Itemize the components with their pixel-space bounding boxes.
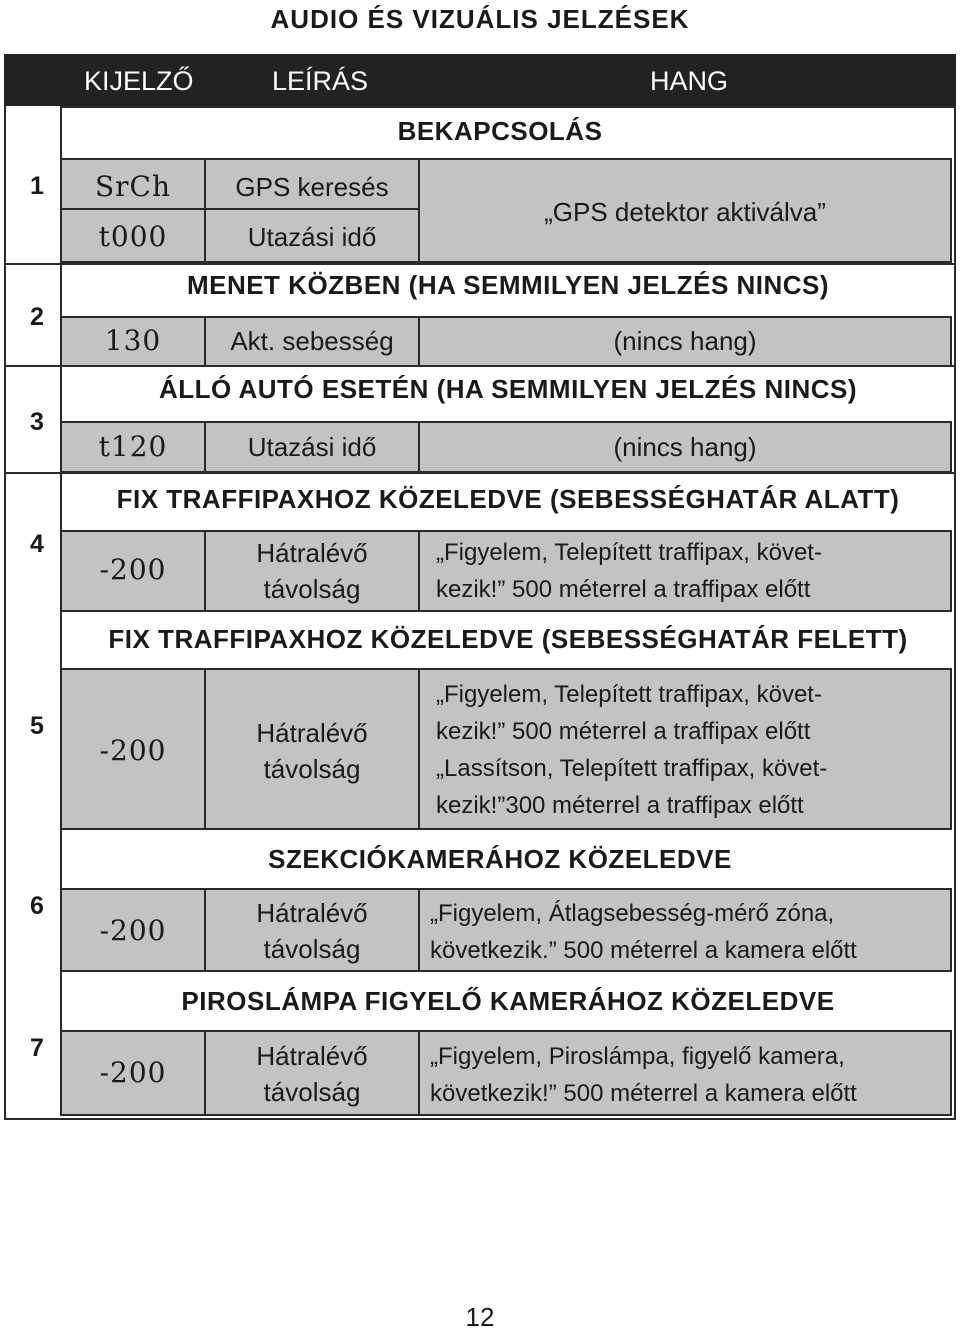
section-title: BEKAPCSOLÁS — [397, 116, 603, 146]
description: távolság — [263, 574, 361, 604]
col-divider — [418, 530, 420, 612]
description: Hátralévő — [256, 1041, 368, 1071]
display-value: -200 — [99, 553, 167, 586]
display-value: -200 — [99, 1056, 167, 1089]
description: Hátralévő — [256, 718, 368, 748]
section-title: FIX TRAFFIPAXHOZ KÖZELEDVE (SEBESSÉGHATÁR FELETT) — [108, 624, 908, 654]
sound-text: „Figyelem, Telepített traffipax, követ- — [436, 539, 822, 566]
description: Utazási idő — [247, 432, 377, 462]
description: Utazási idő — [247, 222, 377, 252]
header-description: LEÍRÁS — [272, 66, 369, 96]
sound-text: „Figyelem, Telepített traffipax, követ- — [436, 681, 822, 708]
section-title: SZEKCIÓKAMERÁHOZ KÖZELEDVE — [268, 844, 732, 874]
col-divider — [418, 668, 420, 830]
sound-text: (nincs hang) — [613, 326, 757, 356]
row-divider — [4, 263, 956, 265]
sound-text: kezik!” 500 méterrel a traffipax előtt — [436, 718, 811, 745]
display-value: SrCh — [94, 170, 172, 203]
display-value: t000 — [98, 220, 168, 253]
table-header — [4, 54, 956, 106]
sound-text: következik.” 500 méterrel a kamera előtt — [430, 937, 857, 964]
header-display: KIJELZŐ — [84, 66, 194, 96]
description: távolság — [263, 934, 361, 964]
description: GPS keresés — [235, 172, 389, 202]
display-value: -200 — [99, 734, 167, 767]
col-divider — [418, 888, 420, 972]
sub-divider — [60, 208, 420, 210]
row-number-6: 6 — [30, 892, 44, 920]
page-number: 12 — [465, 1302, 495, 1332]
row-number-3: 3 — [30, 408, 44, 436]
sound-text: „Lassítson, Telepített traffipax, követ- — [436, 755, 828, 782]
row-number-1: 1 — [30, 172, 44, 200]
row-number-4: 4 — [30, 530, 44, 558]
display-value: t120 — [98, 430, 168, 463]
description: távolság — [263, 1077, 361, 1107]
description: Hátralévő — [256, 898, 368, 928]
row-number-5: 5 — [30, 712, 44, 740]
sound-text: kezik!”300 méterrel a traffipax előtt — [436, 792, 804, 819]
sound-text: „Figyelem, Piroslámpa, figyelő kamera, — [430, 1043, 845, 1070]
section-title: PIROSLÁMPA FIGYELŐ KAMERÁHOZ KÖZELEDVE — [181, 986, 835, 1016]
description: Akt. sebesség — [230, 326, 394, 356]
display-value: 130 — [104, 324, 162, 357]
description: távolság — [263, 754, 361, 784]
row-number-7: 7 — [30, 1034, 44, 1062]
number-column — [6, 106, 62, 1116]
display-value: -200 — [99, 914, 167, 947]
section-title: MENET KÖZBEN (HA SEMMILYEN JELZÉS NINCS) — [186, 270, 830, 300]
sound-text: következik!” 500 méterrel a kamera előtt — [430, 1080, 857, 1107]
col-divider — [418, 1030, 420, 1116]
sound-text: „Figyelem, Átlagsebesség-mérő zóna, — [430, 900, 835, 927]
sound-text: (nincs hang) — [613, 432, 757, 462]
page-title: AUDIO ÉS VIZUÁLIS JELZÉSEK — [270, 4, 690, 34]
sound-text: kezik!” 500 méterrel a traffipax előtt — [436, 576, 811, 603]
section-title: FIX TRAFFIPAXHOZ KÖZELEDVE (SEBESSÉGHATÁR ALATT) — [116, 484, 900, 514]
row-number-2: 2 — [30, 303, 44, 331]
sound-text: „GPS detektor aktiválva” — [544, 197, 826, 227]
section-title: ÁLLÓ AUTÓ ESETÉN (HA SEMMILYEN JELZÉS NINCS) — [158, 374, 858, 404]
description: Hátralévő — [256, 538, 368, 568]
header-sound: HANG — [650, 66, 729, 96]
